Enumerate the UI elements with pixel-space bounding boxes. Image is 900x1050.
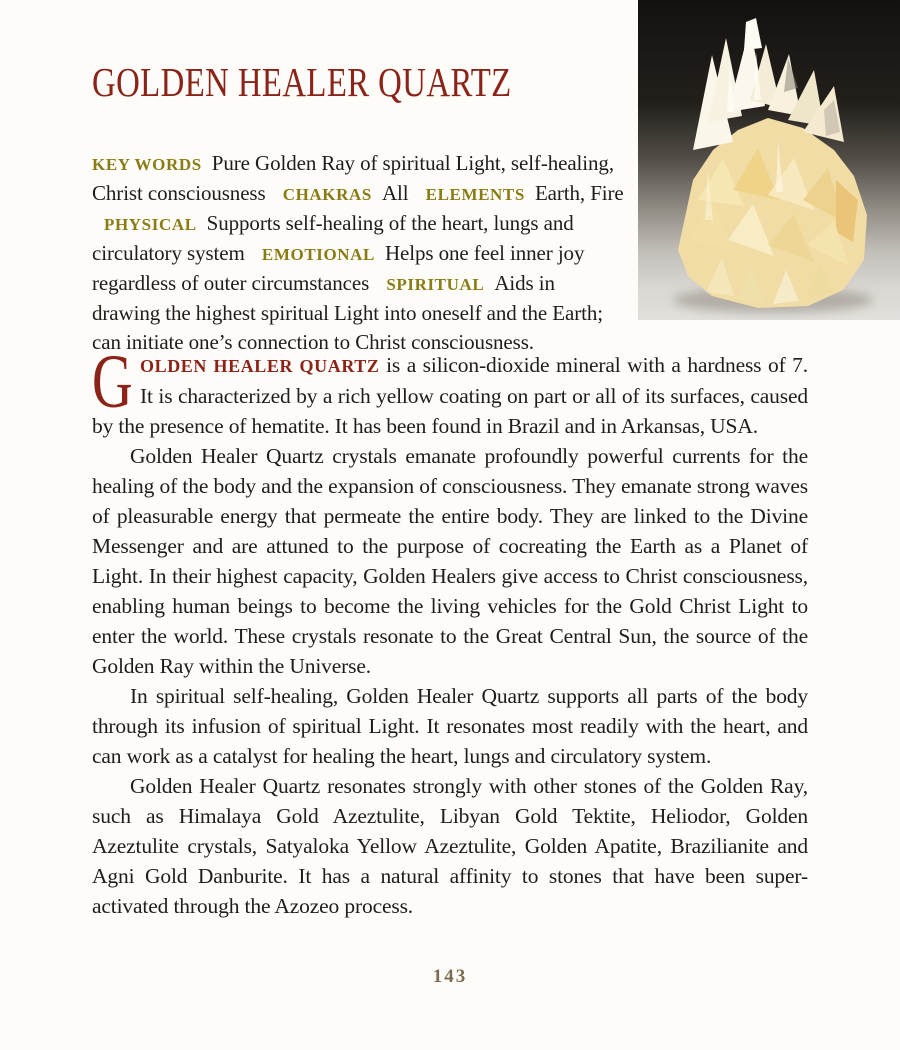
body-paragraph: Golden Healer Quartz crystals emanate profoundly powerful currents for the healing of the body and the expansion of consciousness. They emanate strong waves of pleasurable energy that permeate the entire body. They are linked to the Divine Messenger and are attuned to the purpose of cocreating the Earth as a Planet of Light. In their highest capacity, Golden Healers give access to Christ consciousness, enabling human beings to become the living vehicles for the Gold Christ Light to enter the world. These crystals resonate to the Great Central Sun, the source of the Golden Ray within the Universe. xyxy=(92,444,808,678)
page-number: 143 xyxy=(432,966,468,987)
body-paragraph-lead xyxy=(92,340,808,441)
property-label-key-words: KEY WORDS xyxy=(92,155,202,174)
property-text-emotional: Helps one feel inner joy regardless of outer circumstances xyxy=(92,241,585,295)
property-label-chakras: CHAKRAS xyxy=(282,185,372,204)
page-title-text: GOLDEN HEALER QUARTZ xyxy=(92,59,512,105)
page-title xyxy=(92,58,617,106)
golden-healer-quartz-photo xyxy=(638,0,900,320)
property-label-elements: ELEMENTS xyxy=(425,185,525,204)
body-paragraph: Golden Healer Quartz resonates strongly with other stones of the Golden Ray, such as Himalaya Gold Azeztulite, Libyan Gold Tektite, Heliodor, Golden Azeztulite crystals, Satyaloka Yellow Azeztulite, Golden Apatite, Brazilianite and Agni Gold Danburite. It has a natural affinity to stones that have been super-activated through the Azozeo process. xyxy=(92,774,808,918)
property-text-elements: Earth, Fire xyxy=(534,181,624,205)
article-body xyxy=(92,340,808,921)
property-text-chakras: All xyxy=(381,181,409,205)
property-label-emotional: EMOTIONAL xyxy=(261,245,375,264)
property-label-spiritual: SPIRITUAL xyxy=(386,275,485,294)
lead-small-caps: OLDEN HEALER QUARTZ xyxy=(140,356,380,376)
property-text-physical: Supports self-healing of the heart, lungs and circulatory system xyxy=(92,211,574,265)
drop-cap: G xyxy=(92,340,133,424)
properties-block xyxy=(92,149,626,357)
body-paragraph: In spiritual self-healing, Golden Healer Quartz supports all parts of the body through its infusion of spiritual Light. It resonates most readily with the heart, and can work as a catalyst for healing the heart, lungs and circulatory system. xyxy=(92,684,808,768)
property-label-physical: PHYSICAL xyxy=(104,215,197,234)
lead-paragraph-text: is a silicon-dioxide mineral with a hardness of 7. It is characterized by a rich yellow coating on part or all of its surfaces, caused by the presence of hematite. It has been found in Brazil and in Arkansas, USA. xyxy=(92,353,808,438)
crystal-cluster-illustration xyxy=(638,0,900,320)
property-text-spiritual: Aids in drawing the highest spiritual Light into oneself and the Earth; can initiate one’s connection to Christ consciousness. xyxy=(92,271,603,354)
property-text-key-words: Pure Golden Ray of spiritual Light, self-healing, Christ consciousness xyxy=(92,151,614,205)
